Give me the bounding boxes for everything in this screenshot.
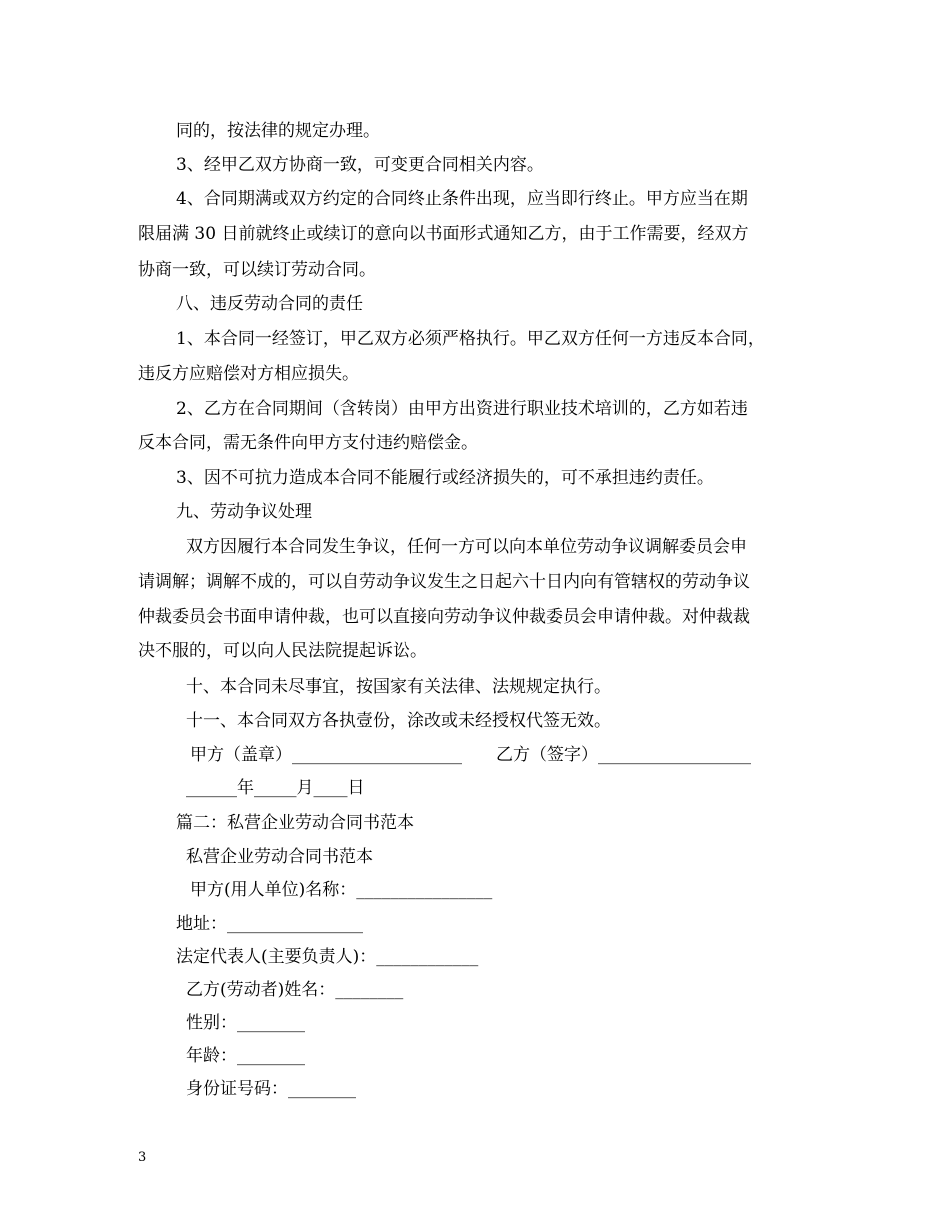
form-field-line: 年龄：________ [186, 1046, 305, 1066]
signature-line: 甲方（盖章）____________________ 乙方（签字）__________________ [190, 745, 751, 765]
date-line: ______年_____月____日 [186, 778, 365, 798]
paragraph-line: 同的，按法律的规定办理。 [176, 121, 380, 141]
paragraph-line: 3、因不可抗力造成本合同不能履行或经济损失的，可不承担违约责任。 [176, 468, 714, 488]
page-number: 3 [138, 1150, 147, 1165]
paragraph-line: 4、合同期满或双方约定的合同终止条件出现，应当即行终止。甲方应当在期 [176, 189, 748, 209]
section-heading: 八、违反劳动合同的责任 [176, 294, 363, 314]
form-field-line: 乙方(劳动者)姓名：________ [186, 980, 404, 1000]
paragraph-line: 决不服的，可以向人民法院提起诉讼。 [138, 641, 427, 661]
paragraph-line: 反本合同，需无条件向甲方支付违约赔偿金。 [138, 433, 478, 453]
section-heading: 九、劳动争议处理 [176, 502, 312, 522]
form-field-line: 法定代表人(主要负责人)：____________ [176, 947, 479, 967]
paragraph-line: 双方因履行本合同发生争议，任何一方可以向本单位劳动争议调解委员会申 [186, 537, 747, 557]
paragraph-line: 请调解；调解不成的，可以自劳动争议发生之日起六十日内向有管辖权的劳动争议 [138, 572, 750, 592]
form-field-line: 性别：________ [186, 1013, 305, 1033]
paragraph-line: 十一、本合同双方各执壹份，涂改或未经授权代签无效。 [186, 711, 611, 731]
form-field-line: 身份证号码：________ [186, 1079, 356, 1099]
form-field-line: 地址：________________ [176, 914, 363, 934]
paragraph-line: 协商一致，可以续订劳动合同。 [138, 260, 376, 280]
paragraph-line: 违反方应赔偿对方相应损失。 [138, 364, 359, 384]
paragraph-line: 3、经甲乙双方协商一致，可变更合同相关内容。 [176, 155, 544, 175]
paragraph-line: 2、乙方在合同期间（含转岗）由甲方出资进行职业技术培训的，乙方如若违 [176, 399, 748, 419]
form-field-line: 甲方(用人单位)名称：________________ [190, 880, 493, 900]
paragraph-line: 十、本合同未尽事宜，按国家有关法律、法规规定执行。 [186, 677, 611, 697]
paragraph-line: 1、本合同一经签订，甲乙双方必须严格执行。甲乙双方任何一方违反本合同， [176, 329, 765, 349]
paragraph-line: 仲裁委员会书面申请仲裁，也可以直接向劳动争议仲裁委员会申请仲裁。对仲裁裁 [138, 607, 750, 627]
document-title: 私营企业劳动合同书范本 [186, 847, 373, 867]
paragraph-line: 限届满 30 日前就终止或续订的意向以书面形式通知乙方，由于工作需要，经双方 [138, 224, 749, 244]
section-title: 篇二：私营企业劳动合同书范本 [176, 813, 414, 833]
